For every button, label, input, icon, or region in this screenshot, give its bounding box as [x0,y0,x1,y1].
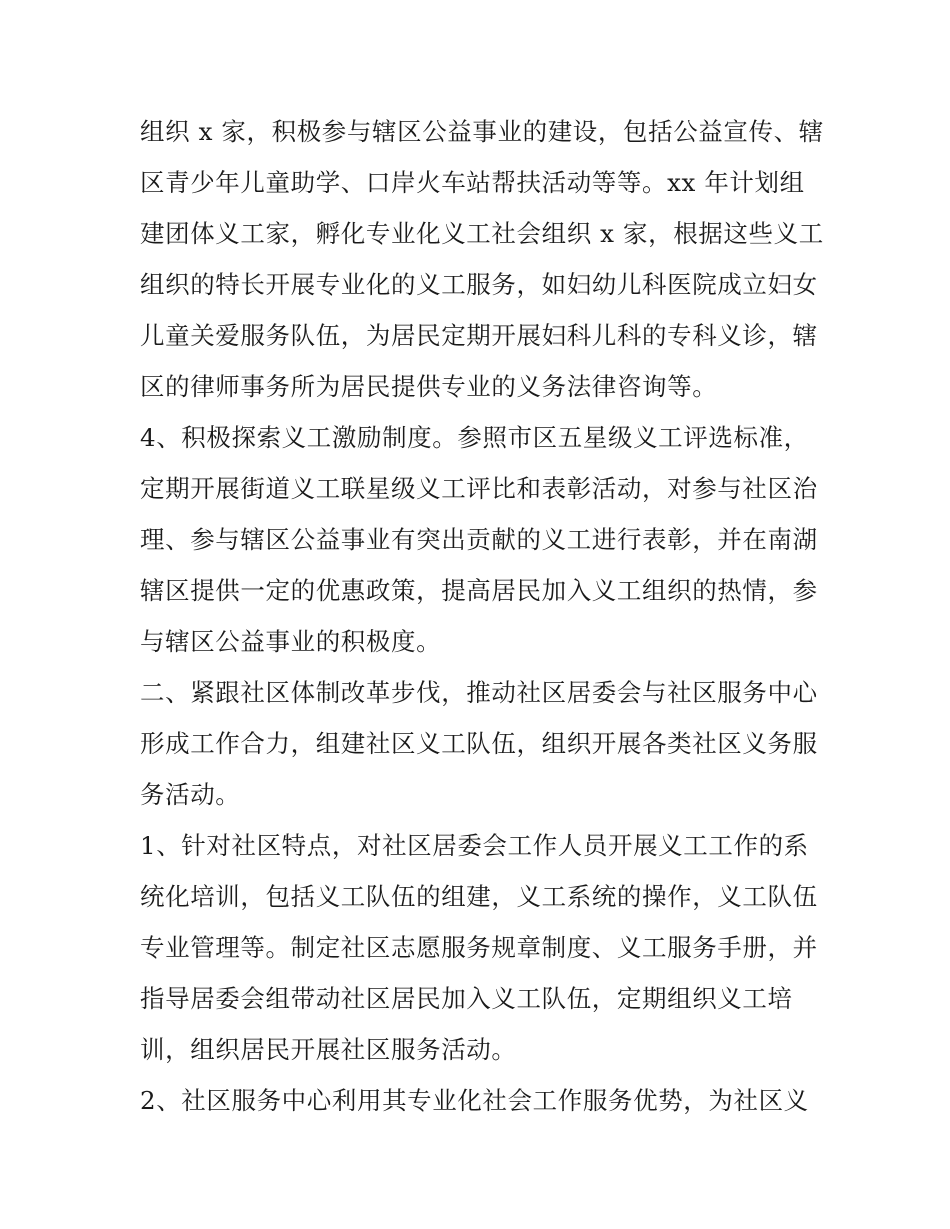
text-line: 与辖区公益事业的积极度。 [140,627,442,656]
text-line: 形成工作合力，组建社区义工队伍，组织开展各类社区义务服 [140,729,818,758]
text-line: 区青少年儿童助学、口岸火车站帮扶活动等等。xx 年计划组 [140,168,805,197]
text-line: 儿童关爱服务队伍，为居民定期开展妇科儿科的专科义诊，辖 [140,321,818,350]
text-line: 1、针对社区特点，对社区居委会工作人员开展义工工作的系 [140,831,809,860]
body-text [140,106,824,1126]
text-line: 训，组织居民开展社区服务活动。 [140,1035,517,1064]
text-line: 专业管理等。制定社区志愿服务规章制度、义工服务手册，并 [140,933,818,962]
text-line: 组织的特长开展专业化的义工服务，如妇幼儿科医院成立妇女 [140,270,818,299]
text-line: 组织 x 家，积极参与辖区公益事业的建设，包括公益宣传、辖 [140,117,824,146]
text-line: 建团体义工家，孵化专业化义工社会组织 x 家，根据这些义工 [140,219,824,248]
text-line: 指导居委会组带动社区居民加入义工队伍，定期组织义工培 [140,984,793,1013]
text-line: 4、积极探索义工激励制度。参照市区五星级义工评选标准， [140,423,809,452]
text-line: 二、紧跟社区体制改革步伐，推动社区居委会与社区服务中心 [140,678,818,707]
text-line: 辖区提供一定的优惠政策，提高居民加入义工组织的热情，参 [140,576,818,605]
text-line: 理、参与辖区公益事业有突出贡献的义工进行表彰，并在南湖 [140,525,818,554]
text-line: 定期开展街道义工联星级义工评比和表彰活动，对参与社区治 [140,474,818,503]
text-line: 区的律师事务所为居民提供专业的义务法律咨询等。 [140,372,718,401]
text-line: 务活动。 [140,780,241,809]
text-line: 2、社区服务中心利用其专业化社会工作服务优势，为社区义 [140,1086,809,1115]
text-line: 统化培训，包括义工队伍的组建，义工系统的操作，义工队伍 [140,882,818,911]
